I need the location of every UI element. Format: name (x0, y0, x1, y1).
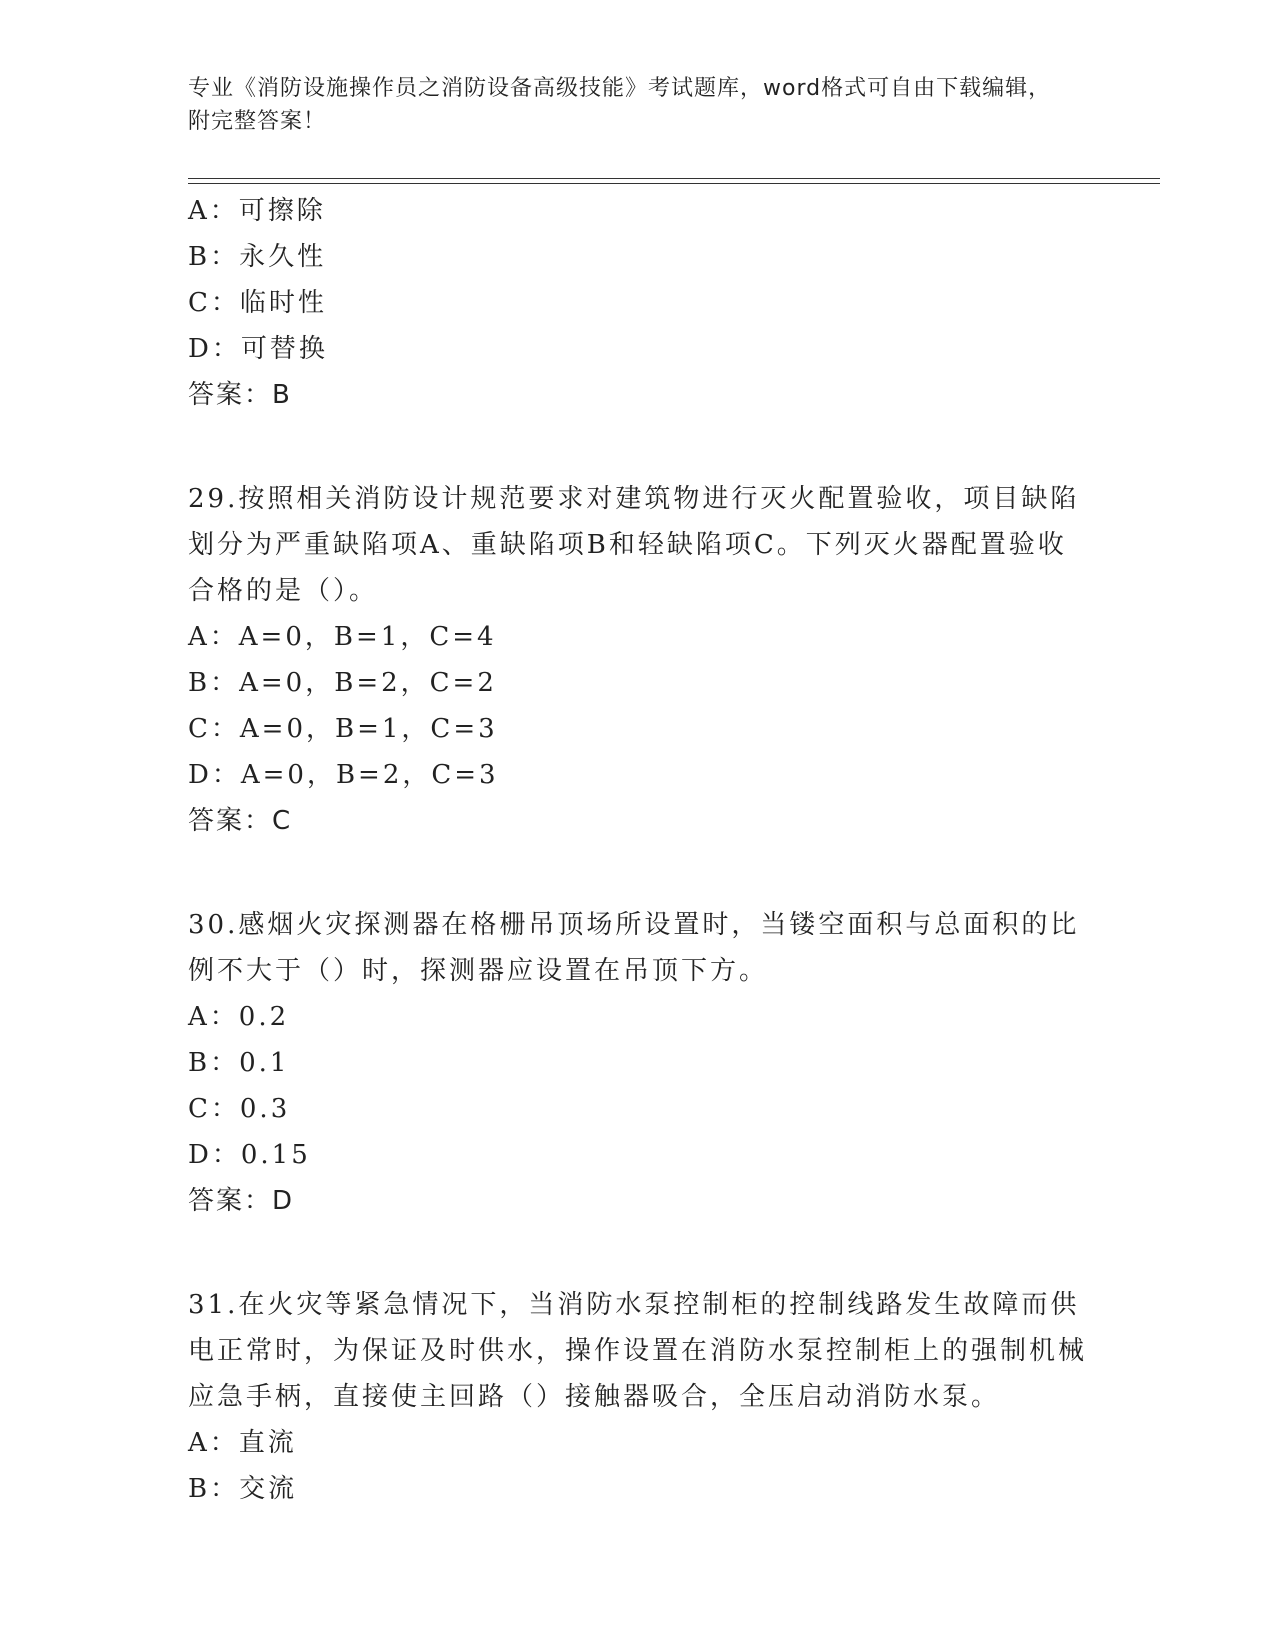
header-divider-top (188, 178, 1160, 179)
question-text: 31.在火灾等紧急情况下，当消防水泵控制柜的控制线路发生故障而供电正常时，为保证及时供水，操作设置在消防水泵控制柜上的强制机械应急手柄，直接使主回路（）接触器吸合，全压启动消防水泵。 (188, 1290, 1088, 1412)
option-a: A：可擦除 (188, 196, 326, 226)
option-b: B：A=0，B=2，C=2 (188, 668, 497, 698)
question-29 (188, 476, 1088, 844)
option-b: B：交流 (188, 1474, 298, 1504)
option-a: A：直流 (188, 1428, 297, 1458)
question-list (188, 188, 1088, 1512)
option-c: C：A=0，B=1，C=3 (188, 714, 498, 744)
document-header: 专业《消防设施操作员之消防设备高级技能》考试题库，word格式可自由下载编辑，附完整答案！ (188, 76, 1052, 134)
option-b: B：永久性 (188, 242, 327, 272)
header-divider-bottom (188, 183, 1160, 184)
question-text: 29.按照相关消防设计规范要求对建筑物进行灭火配置验收，项目缺陷划分为严重缺陷项A、重缺陷项B和轻缺陷项C。下列灭火器配置验收合格的是（）。 (188, 484, 1080, 606)
spacer (188, 418, 1088, 476)
question-text: 30.感烟火灾探测器在格栅吊顶场所设置时，当镂空面积与总面积的比例不大于（）时，探测器应设置在吊顶下方。 (188, 910, 1080, 986)
option-d: D：A=0，B=2，C=3 (188, 760, 499, 790)
question-30 (188, 902, 1088, 1224)
option-d: D：可替换 (188, 334, 328, 364)
answer-line: 答案：C (188, 806, 293, 836)
option-a: A：0.2 (188, 1002, 290, 1032)
spacer (188, 844, 1088, 902)
option-d: D：0.15 (188, 1140, 311, 1170)
spacer (188, 1224, 1088, 1282)
answer-line: 答案：D (188, 1186, 295, 1216)
prev-question-block (188, 188, 1088, 418)
option-c: C：0.3 (188, 1094, 291, 1124)
option-a: A：A=0，B=1，C=4 (188, 622, 497, 652)
option-b: B：0.1 (188, 1048, 290, 1078)
answer-line: 答案：B (188, 380, 292, 410)
option-c: C：临时性 (188, 288, 327, 318)
question-31 (188, 1282, 1088, 1512)
